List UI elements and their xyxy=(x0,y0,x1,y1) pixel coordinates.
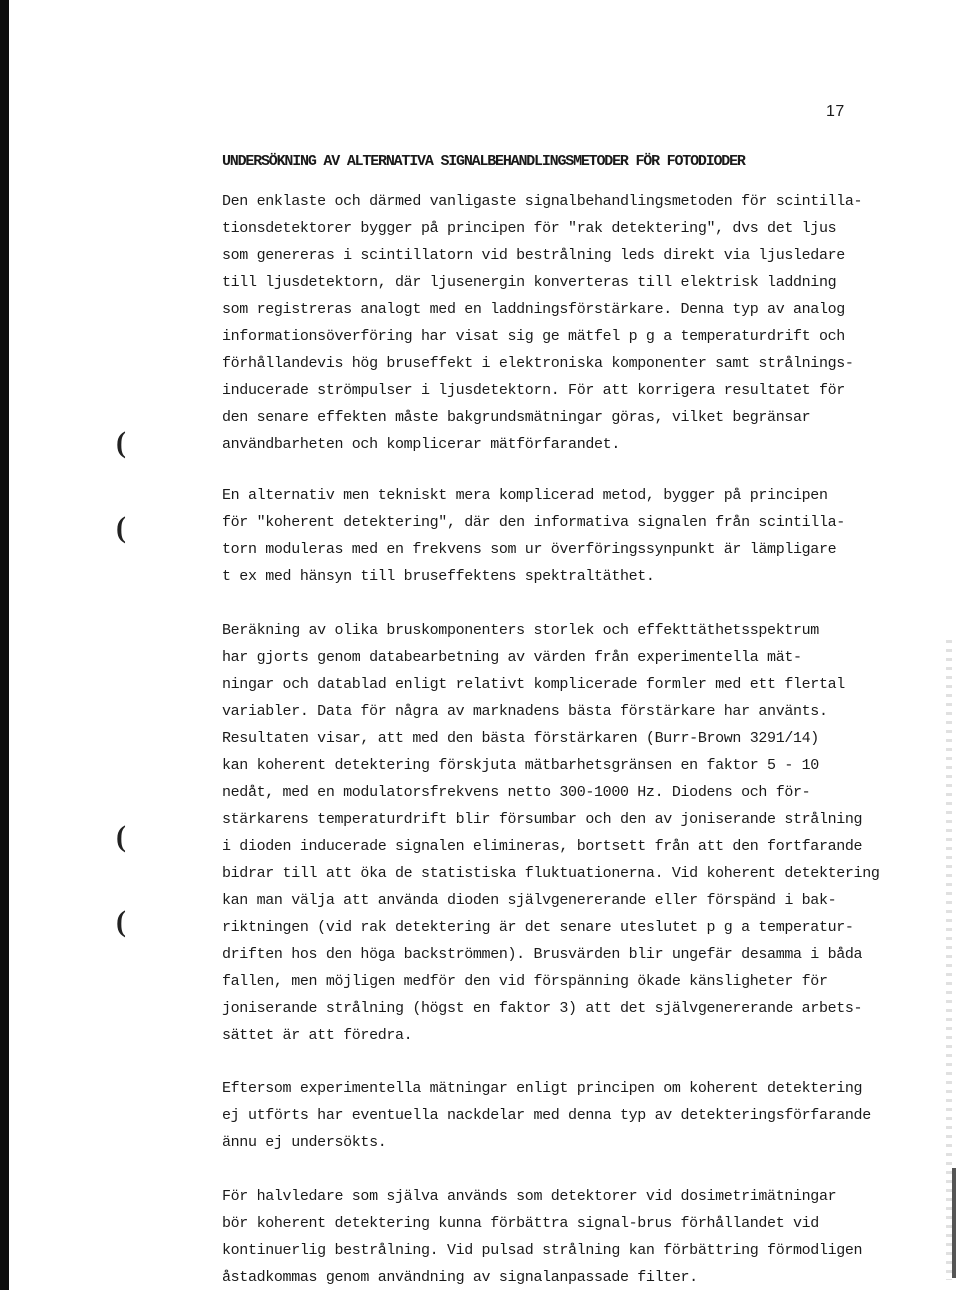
margin-mark: ( xyxy=(116,905,126,938)
text-line: har gjorts genom databearbetning av värden från experimentella mät- xyxy=(222,649,802,666)
text-line: till ljusdetektorn, där ljusenergin konverteras till elektrisk laddning xyxy=(222,274,837,291)
page-number: 17 xyxy=(826,103,845,120)
text-line: nedåt, med en modulatorsfrekvens netto 300-1000 Hz. Diodens och för- xyxy=(222,784,811,801)
paragraph-rak-detektering xyxy=(222,188,942,458)
text-line: sättet är att föredra. xyxy=(222,1027,413,1044)
page-edge-shadow xyxy=(0,0,9,1290)
text-line: i dioden inducerade signalen elimineras, bortsett från att den fortfarande xyxy=(222,838,863,855)
text-line: användbarheten och komplicerar mätförfarandet. xyxy=(222,436,620,453)
text-line: torn moduleras med en frekvens som ur överföringssynpunkt är lämpligare xyxy=(222,541,837,558)
margin-mark: ( xyxy=(116,426,126,459)
text-line: joniserande strålning (högst en faktor 3) att det självgenererande arbets- xyxy=(222,1000,863,1017)
text-line: Resultaten visar, att med den bästa förstärkaren (Burr-Brown 3291/14) xyxy=(222,730,819,747)
text-line: ningar och datablad enligt relativt komplicerade formler med ett flertal xyxy=(222,676,845,693)
text-line: En alternativ men tekniskt mera komplicerad metod, bygger på principen xyxy=(222,487,828,504)
section-heading: UNDERSÖKNING AV ALTERNATIVA SIGNALBEHANDLINGSMETODER FÖR FOTODIODER xyxy=(222,153,745,170)
text-line: ej utförts har eventuella nackdelar med denna typ av detekteringsförfarande xyxy=(222,1107,871,1124)
margin-mark: ( xyxy=(116,511,126,544)
text-line: informationsöverföring har visat sig ge mätfel p g a temperaturdrift och xyxy=(222,328,845,345)
text-line: riktningen (vid rak detektering är det senare uteslutet p g a temperatur- xyxy=(222,919,854,936)
text-line: ännu ej undersökts. xyxy=(222,1134,387,1151)
text-line: som genereras i scintillatorn vid bestrålning leds direkt via ljusledare xyxy=(222,247,845,264)
text-line: bör koherent detektering kunna förbättra signal-brus förhållandet vid xyxy=(222,1215,819,1232)
scan-edge-mark xyxy=(952,1168,956,1278)
paragraph-halvledare xyxy=(222,1183,942,1291)
text-line: driften hos den höga backströmmen). Brusvärden blir ungefär desamma i båda xyxy=(222,946,863,963)
margin-mark: ( xyxy=(116,820,126,853)
text-line: t ex med hänsyn till bruseffektens spektraltäthet. xyxy=(222,568,655,585)
text-line: inducerade strömpulser i ljusdetektorn. För att korrigera resultatet för xyxy=(222,382,845,399)
text-line: stärkarens temperaturdrift blir försumbar och den av joniserande strålning xyxy=(222,811,863,828)
text-line: För halvledare som själva används som detektorer vid dosimetrimätningar xyxy=(222,1188,837,1205)
text-line: Beräkning av olika bruskomponenters storlek och effekttäthetsspektrum xyxy=(222,622,819,639)
paragraph-experimentella-matningar xyxy=(222,1075,942,1156)
text-line: tionsdetektorer bygger på principen för "rak detektering", dvs det ljus xyxy=(222,220,837,237)
text-line: bidrar till att öka de statistiska fluktuationerna. Vid koherent detektering xyxy=(222,865,880,882)
text-line: för "koherent detektering", där den informativa signalen från scintilla- xyxy=(222,514,845,531)
text-line: kan man välja att använda dioden självgenererande eller förspänd i bak- xyxy=(222,892,837,909)
text-line: förhållandevis hög bruseffekt i elektroniska komponenter samt strålnings- xyxy=(222,355,854,372)
text-line: som registreras analogt med en laddningsförstärkare. Denna typ av analog xyxy=(222,301,845,318)
paragraph-berakning xyxy=(222,617,942,1049)
text-line: åstadkommas genom användning av signalanpassade filter. xyxy=(222,1269,698,1286)
text-line: kontinuerlig bestrålning. Vid pulsad strålning kan förbättring förmodligen xyxy=(222,1242,863,1259)
paragraph-koherent-detektering xyxy=(222,482,942,590)
text-line: Den enklaste och därmed vanligaste signalbehandlingsmetoden för scintilla- xyxy=(222,193,863,210)
text-line: variabler. Data för några av marknadens bästa förstärkare har använts. xyxy=(222,703,828,720)
text-line: Eftersom experimentella mätningar enligt principen om koherent detektering xyxy=(222,1080,863,1097)
text-line: fallen, men möjligen medför den vid förspänning ökade känsligheter för xyxy=(222,973,828,990)
text-line: den senare effekten måste bakgrundsmätningar göras, vilket begränsar xyxy=(222,409,811,426)
text-line: kan koherent detektering förskjuta mätbarhetsgränsen en faktor 5 - 10 xyxy=(222,757,819,774)
